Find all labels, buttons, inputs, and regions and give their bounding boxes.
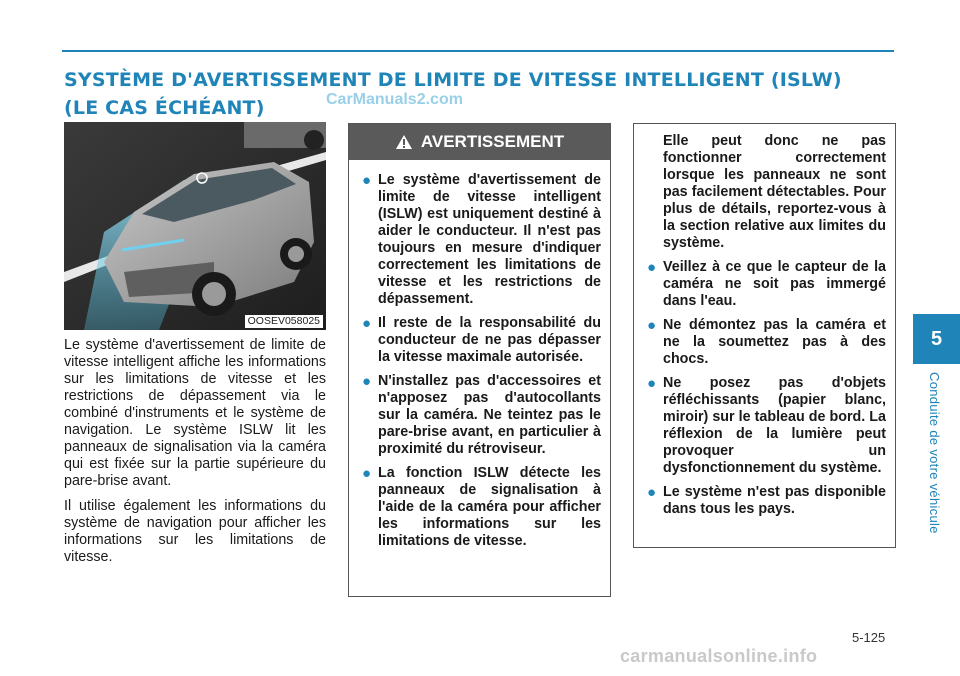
figure-code: OOSEV058025 [245,315,323,328]
bullet-dot-icon: ● [647,484,657,501]
continuation-text: Elle peut donc ne pas fonctionner correctement lorsque les panneaux ne sont pas facilement détectables. Pour plus de détails, reportez-vous à la section relative aux limites du système. [663,133,886,251]
warning-bullet: ● Le système d'avertissement de limite de vitesse intelligent (ISLW) est uniquement destiné à aider le conducteur. Il n'est pas toujours en mesure d'indiquer correctement les limitations de vitesse et les restrictions de dépassement. [362,172,601,307]
warning-bullet: ● Le système n'est pas disponible dans tous les pays. [647,484,886,517]
warning-bullet: ● Ne posez pas d'objets réfléchissants (papier blanc, miroir) sur le tableau de bord. La réflexion de la lumière peut provoquer un dysfonctionnement du système. [647,375,886,476]
bullet-dot-icon: ● [647,259,657,276]
warning-continuation-box [633,123,896,548]
warning-icon [395,134,413,150]
car-illustration [64,122,326,330]
bullet-dot-icon: ● [647,317,657,334]
warning-bullet: ● Ne démontez pas la caméra et ne la soumettez pas à des chocs. [647,317,886,367]
body-paragraph: Il utilise également les informations du système de navigation pour afficher les informations sur les limitations de vitesse. [64,498,326,565]
car-camera-illustration [64,122,326,330]
heading-line-2: (LE CAS ÉCHÉANT) [64,97,265,119]
warning-header [349,124,610,160]
bullet-dot-icon: ● [647,375,657,392]
warning-list [349,160,610,550]
warning-title: AVERTISSEMENT [420,132,565,151]
chapter-label: Conduite de votre véhicule [927,372,942,534]
bullet-dot-icon: ● [362,373,372,390]
warning-bullet: ● Veillez à ce que le capteur de la caméra ne soit pas immergé dans l'eau. [647,259,886,309]
warning-box [348,123,611,597]
watermark-top: CarManuals2.com [326,91,463,108]
bullet-dot-icon: ● [362,172,372,189]
body-text [64,337,326,574]
bullet-dot-icon: ● [362,465,372,482]
page-number: 5-125 [852,630,886,645]
bullet-dot-icon: ● [362,315,372,332]
warning-bullet: ● N'installez pas d'accessoires et n'apposez pas d'autocollants sur la caméra. Ne teintez pas le pare-brise avant, en particulier à proximité du rétroviseur. [362,373,601,457]
warning-bullet: ● La fonction ISLW détecte les panneaux de signalisation à l'aide de la caméra pour afficher les informations sur les limitations de vitesse. [362,465,601,549]
chapter-tab: 5 [913,314,960,364]
warning-bullet: ● Il reste de la responsabilité du conducteur de ne pas dépasser la vitesse maximale autorisée. [362,315,601,365]
top-rule [62,50,894,52]
body-paragraph: Le système d'avertissement de limite de vitesse intelligent affiche les informations sur les limitations de vitesse et les restrictions de dépassement via le combiné d'instruments et le système de navigation. Le système ISLW lit les panneaux de signalisation via la caméra qui est fixée sur la partie supérieure du pare-brise avant. [64,337,326,489]
continuation-list [643,259,886,518]
heading-line-1: SYSTÈME D'AVERTISSEMENT DE LIMITE DE VITESSE INTELLIGENT (ISLW) [64,69,842,91]
watermark-bottom: carmanualsonline.info [620,646,818,666]
